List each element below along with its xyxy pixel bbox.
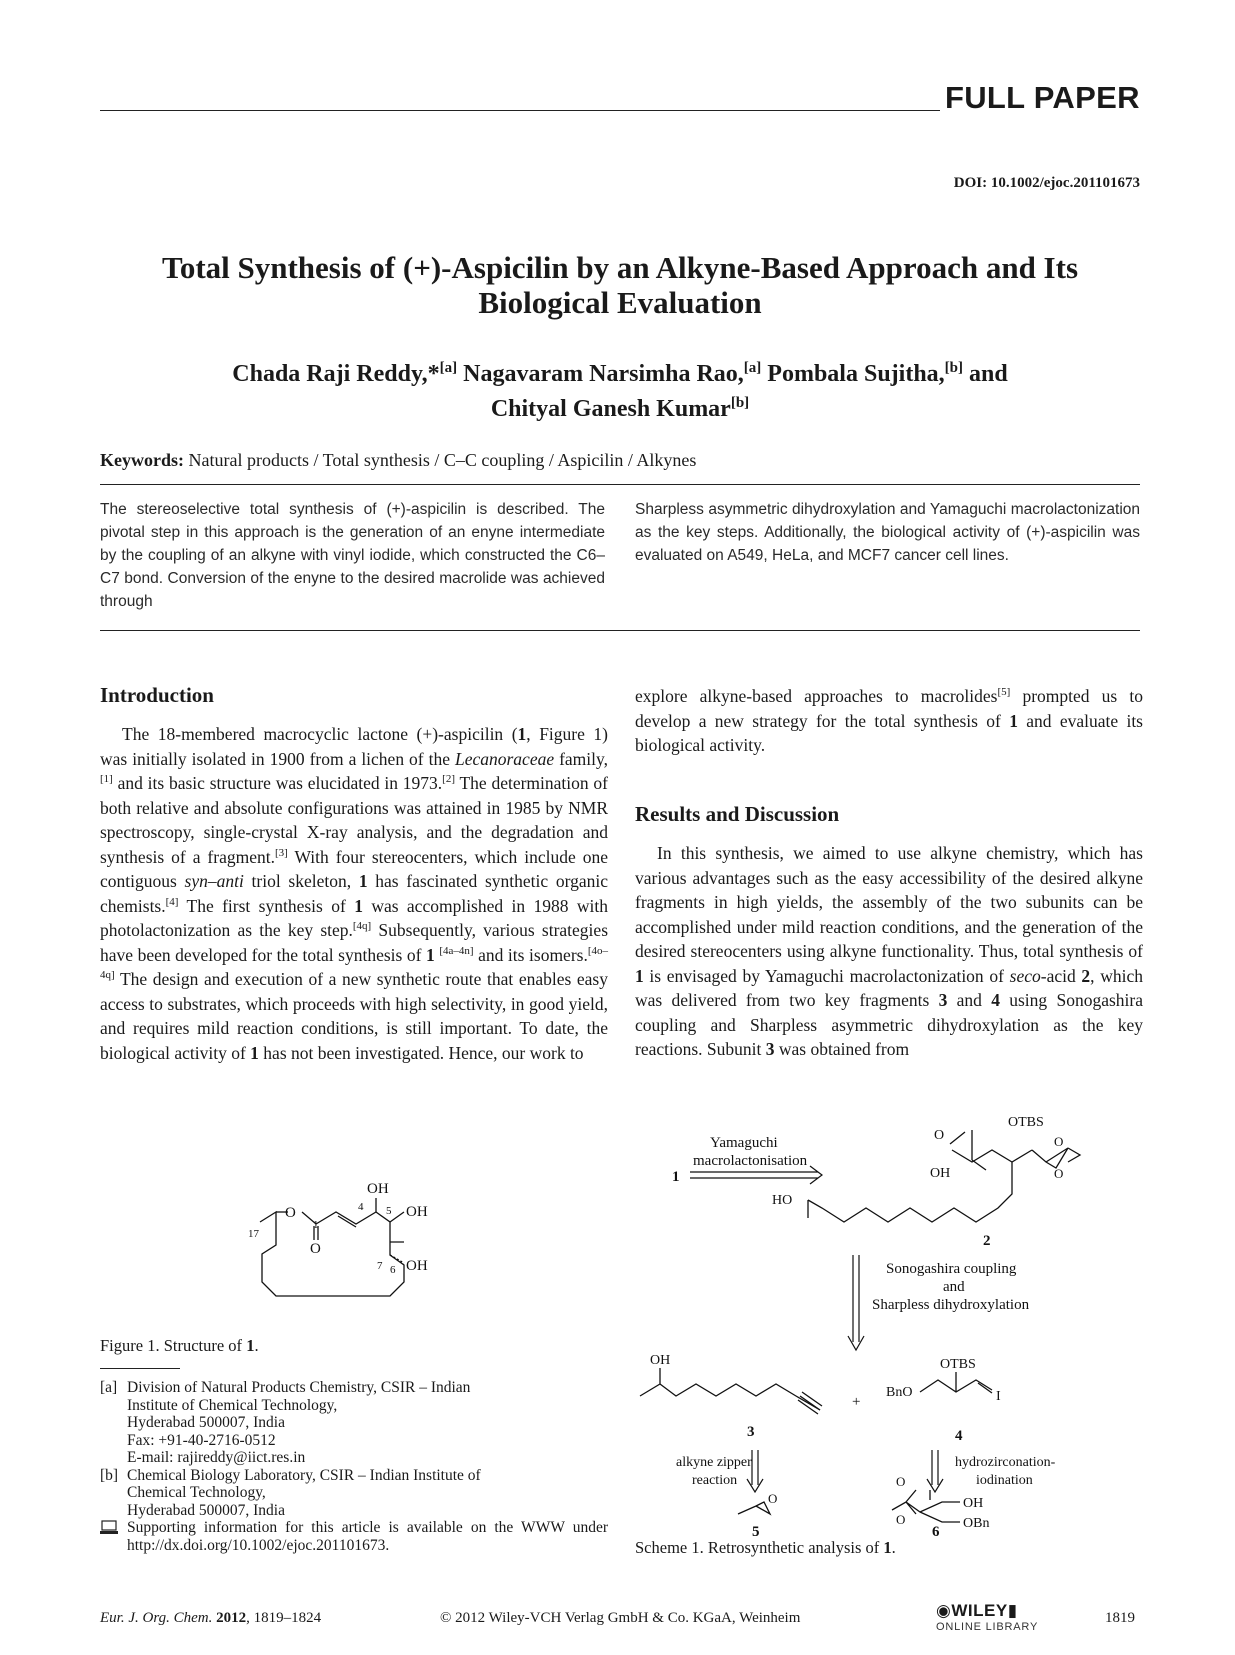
author-affiliation: [a] [743,360,762,376]
scheme-step-label: reaction [692,1473,738,1488]
author-conjunction: and [969,361,1008,387]
computer-icon [100,1519,118,1535]
scheme-label: OH [963,1496,984,1511]
author-list [100,354,1140,424]
footnotes [100,1379,608,1554]
scheme-label: OBn [963,1516,990,1531]
scheme-label: OH [650,1353,671,1368]
scheme-label: O [1054,1166,1064,1181]
compound-number: 2 [983,1233,991,1249]
compound-number: 3 [747,1424,755,1440]
scheme-label: + [852,1394,861,1410]
paper-title [100,250,1140,320]
figure1-caption: Figure 1. Structure of 1. [100,1336,259,1355]
compound-number: 6 [932,1524,940,1540]
header-rule [100,110,940,111]
author-affiliation: [b] [730,395,750,411]
figure1-label: O [310,1241,321,1257]
keywords-list: Natural products / Total synthesis / C–C coupling / Aspicilin / Alkynes [188,450,697,470]
scheme-step-label: Yamaguchi [710,1135,778,1151]
footnote-b: [b] Chemical Biology Laboratory, CSIR – Indian Institute of Chemical Technology, Hyderabad 500007, India [100,1466,481,1519]
wiley-logo[interactable]: ◉WILEY▮ ONLINE LIBRARY [936,1601,1039,1633]
scheme-label: I [996,1389,1001,1404]
intro-continued: explore alkyne-based approaches to macrolides[5] prompted us to develop a new strategy for the total synthesis of 1 and evaluate its biological activity. [635,686,1143,755]
author-affiliation: [a] [439,360,458,376]
book-icon: ▮ [1007,1601,1018,1620]
introduction-body: The 18-membered macrocyclic lactone (+)-aspicilin (1, Figure 1) was initially isolated in 1900 from a lichen of the Lecanoraceae family,[1] and its basic structure was elucidated in 1973.[2] The determination of both relative and absolute configurations was attained in 1985 by NMR spectroscopy, single-crystal X-ray analysis, and the degradation and synthesis of a fragment.[3] With four stereocenters, which include one contiguous syn–anti triol skeleton, 1 has fascinated synthetic organic chemists.[4] The first synthesis of 1 was accomplished in 1988 with photolactonization as the key step.[4q] Subsequently, various strategies have been developed for the total synthesis of 1 [4a–4n] and its isomers.[4o–4q] The design and execution of a new synthetic route that enables easy access to substrates, which proceeds with high selectivity, in good yield, and requires mild reaction conditions, is still important. To date, the biological activity of 1 has not been investigated. Hence, our work to [100,724,609,1063]
scheme1-caption: Scheme 1. Retrosynthetic analysis of 1. [635,1538,896,1557]
figure1-label: 4 [358,1201,364,1213]
scheme-label: BnO [886,1385,913,1400]
introduction-heading: Introduction [100,683,214,707]
wiley-mark-icon: ◉ [936,1601,952,1620]
supporting-info-note [100,1519,608,1554]
scheme-step-label: and [943,1279,965,1295]
keywords-label: Keywords: [100,450,184,470]
author-name: Pombala Sujitha, [767,361,945,387]
footnote-rule [100,1368,180,1369]
scheme-label: O [1054,1134,1064,1149]
results-heading: Results and Discussion [635,802,840,826]
compound-number: 4 [955,1428,963,1444]
abstract-left: The stereoselective total synthesis of (+)-aspicilin is described. The pivotal step in this approach is the generation of an enyne intermediate by the coupling of an alkyne with vinyl iodide, which constructed the C6–C7 bond. Conversion of the enyne to the desired macrolide was achieved through [100,501,605,610]
figure1-label: OH [367,1181,389,1197]
title-line-2: Biological Evaluation [478,285,762,320]
journal-citation: Eur. J. Org. Chem. 2012, 1819–1824 [100,1610,322,1626]
figure1-label: 17 [248,1228,259,1240]
results-body: In this synthesis, we aimed to use alkyne chemistry, which has various advantages such as the easy accessibility of the desired alkyne fragments in high yields, the assembly of the two subunits can be accomplished under mild reaction conditions, and the generation of the desired stereocenters using alkyne functionality. Thus, total synthesis of 1 is envisaged by Yamaguchi macrolactonization of seco-acid 2, which was delivered from two key fragments 3 and 4 using Sonogashira coupling and Sharpless asymmetric dihydroxylation as the key reactions. Subunit 3 was obtained from [635,843,1143,1059]
abstract-bottom-rule [100,630,1140,631]
abstract-top-rule [100,484,1140,485]
scheme-label: HO [772,1193,793,1208]
title-line-1: Total Synthesis of (+)-Aspicilin by an Alkyne-Based Approach and Its [161,250,1079,285]
scheme-label: OH [930,1166,951,1181]
author-affiliation: [b] [944,360,964,376]
scheme-label: O [896,1512,906,1527]
figure1-label: 6 [390,1264,396,1276]
section-label: FULL PAPER [945,80,1140,115]
scheme-label: O [768,1491,778,1506]
author-name: Nagavaram Narsimha Rao, [463,361,744,387]
scheme-step-label: alkyne zipper [676,1455,752,1470]
scheme-step-label: Sonogashira coupling [886,1261,1017,1277]
figure1-label: 5 [386,1205,392,1217]
figure1-label: O [285,1205,296,1221]
compound-number: 1 [672,1169,680,1185]
footnote-a: [a] Division of Natural Products Chemistry, CSIR – Indian Institute of Chemical Technology, Hyderabad 500007, India Fax: +91-40-2716-0512 E-mail: rajireddy@iict.res.in [100,1379,608,1467]
scheme-step-label: macrolactonisation [693,1153,808,1169]
scheme-label: O [934,1128,945,1143]
doi[interactable]: DOI: 10.1002/ejoc.201101673 [953,175,1140,191]
author-name: Chityal Ganesh Kumar [490,396,731,422]
figure1-label: 1 [313,1219,319,1231]
supporting-info-link[interactable]: Supporting information for this article is available on the WWW under http://dx.doi.org/10.1002/ejoc.201101673. [127,1519,608,1554]
keywords [100,450,696,471]
scheme-step-label: hydrozirconation- [955,1455,1056,1470]
figure1-structure [240,1170,460,1310]
copyright: © 2012 Wiley-VCH Verlag GmbH & Co. KGaA, Weinheim [440,1610,801,1626]
figure1-label: OH [406,1258,428,1274]
figure1-label: 7 [377,1260,383,1272]
compound-number: 5 [752,1524,760,1540]
scheme-label: OTBS [1008,1115,1044,1130]
scheme-step-label: Sharpless dihydroxylation [872,1297,1030,1313]
scheme-label: O [896,1474,906,1489]
page-number: 1819 [1105,1610,1135,1626]
abstract-right: Sharpless asymmetric dihydroxylation and Yamaguchi macrolactonization as the key steps. Additionally, the biological activity of (+)-aspicilin was evaluated on A549, HeLa, and MCF7 cancer cell lines. [635,501,1140,564]
email-link[interactable]: E-mail: rajireddy@iict.res.in [127,1449,306,1466]
scheme-label: OTBS [940,1357,976,1372]
figure1-label: OH [406,1204,428,1220]
scheme-step-label: iodination [976,1473,1033,1488]
author-name: Chada Raji Reddy,* [232,361,440,387]
scheme1-diagram [650,1110,1140,1540]
